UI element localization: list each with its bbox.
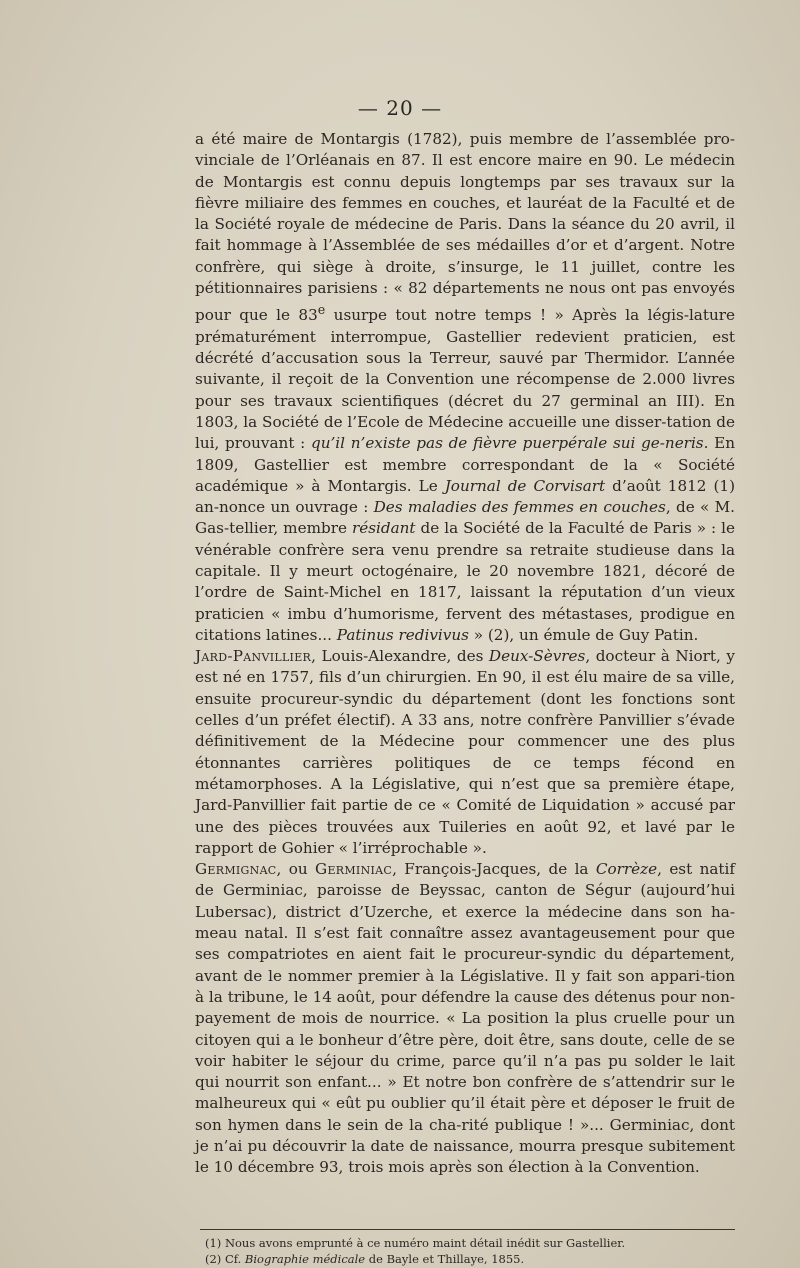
italic-text: Des maladies des femmes en couches bbox=[373, 498, 666, 517]
italic-text: Biographie médicale bbox=[244, 1251, 366, 1266]
text-run: a été maire de Montargis (1782), puis membre de l’assemblée pro-vinciale de l’Orléanais en 87. Il est encore maire en 90. Le médecin de Montargis est connu depuis longtemps par ses travaux sur la fièvre miliaire des femmes en couches, et lauréat de la Faculté et de la Société royale de médecine de Paris. Dans la séance du 20 avril, il fait hommage à l’Assemblée de ses médailles d’or et d’argent. Notre confrère, qui siège à droite, s’insurge, le 11 juillet, contre les pétitionnaires parisiens : « 82 départements ne nous ont pas envoyés pour que le 83 bbox=[195, 130, 735, 325]
footnote-2 bbox=[205, 1252, 725, 1268]
paragraph-gastellier bbox=[195, 129, 735, 646]
italic-text: qu’il n’existe pas de fièvre puerpérale sui ge-neris bbox=[310, 434, 704, 453]
name-heading: Germignac bbox=[195, 860, 277, 879]
footnote-1 bbox=[205, 1236, 725, 1252]
text-run: , François-Jacques, de la bbox=[392, 860, 596, 879]
text-run: . En 1809, Gastellier est membre correspondant de la « Société académique » à Montargis. Le bbox=[195, 434, 735, 495]
text-run: d’août 1812 (1) an-nonce un ouvrage : bbox=[195, 476, 735, 517]
text-run: , de « M. Gas-tellier, membre bbox=[195, 498, 735, 538]
text-run: (2) Cf. bbox=[205, 1251, 245, 1266]
text-run: de la Société de la Faculté de Paris » : le vénérable confrère sera venu prendre sa retraite studieuse dans la capitale. Il y meurt octogénaire, le 20 novembre 1821, décoré de l’ordre de Saint-Michel en 1817, laissant la réputation d’un vieux praticien « imbu d’humorisme, fervent des métastases, prodigue en citations latines... bbox=[195, 519, 735, 644]
italic-text: résidant bbox=[351, 519, 416, 538]
text-run: , Louis-Alexandre, des bbox=[311, 647, 489, 666]
footnote-divider bbox=[200, 1229, 735, 1230]
superscript: e bbox=[317, 302, 326, 318]
text-run: usurpe tout notre temps ! » Après la légis-lature prématurément interrompue, Gastellier redevient praticien, est décrété d’accusation sous la Terreur, sauvé par Thermidor. L’année suivante, il reçoit de la Convention une récompense de 2.000 livres pour ses travaux scientifiques (décret du 27 germinal an III). En 1803, la Société de l’Ecole de Médecine accueille une disser-tation de lui, prouvant : bbox=[195, 306, 735, 453]
paragraph-jard-panvillier bbox=[195, 646, 735, 859]
paragraph-germignac bbox=[195, 859, 735, 1178]
text-run: » (2), un émule de Guy Patin. bbox=[468, 625, 699, 644]
text-run: , est natif de Germiniac, paroisse de Beyssac, canton de Ségur (aujourd’hui Lubersac), district d’Uzerche, et exerce la médecine dans son ha-meau natal. Il s’est fait connaître assez avantageusement pour que ses compatriotes en aient fait le procureur-syndic du département, avant de le nommer premier à la Législative. Il y fait son appari-tion à la tribune, le 14 août, pour défendre la cause des détenus pour non-payement de mois de nourrice. « La position la plus cruelle pour un citoyen qui a le bonheur d’être père, doit être, sans doute, celle de se voir habiter le séjour du crime, parce qu’il n’a pas pu solder le lait qui nourrit son enfant... » Et notre bon confrère de s’attendrir sur le malheureux qui « eût pu oublier qu’il était père et déposer le fruit de son hymen dans le sein de la cha-rité publique ! »... Germiniac, dont je n’ai pu découvrir la date de naissance, mourra presque subitement le 10 décembre 93, trois mois après son élection à la Convention. bbox=[195, 860, 735, 1177]
italic-text: Patinus redivivus bbox=[336, 625, 469, 644]
footnotes bbox=[205, 1236, 725, 1267]
text-run: de Bayle et Thillaye, 1855. bbox=[365, 1251, 525, 1266]
italic-text: Corrèze bbox=[595, 860, 658, 879]
text-run: , ou bbox=[276, 860, 316, 879]
name-heading: Germiniac bbox=[315, 860, 393, 879]
page-number: — 20 — bbox=[357, 96, 443, 120]
body-text bbox=[195, 129, 735, 1179]
italic-text: Journal de Corvisart bbox=[444, 476, 606, 495]
text-run: (1) Nous avons emprunté à ce numéro maint détail inédit sur Gastellier. bbox=[205, 1236, 626, 1250]
text-run: , docteur à Niort, y est né en 1757, fils d’un chirurgien. En 90, il est élu maire de sa ville, ensuite procureur-syndic du département (dont les fonctions sont celles d’un préfet électif). A 33 ans, notre confrère Panvillier s’évade définitivement de la Médecine pour commencer une des plus étonnantes carrières politiques de ce temps fécond en métamorphoses. A la Législative, qui n’est que sa première étape, Jard-Panvillier fait partie de ce « Comité de Liquidation » accusé par une des pièces trouvées aux Tuileries en août 92, et lavé par le rapport de Gohier « l’irréprochable ». bbox=[195, 647, 735, 857]
italic-text: Deux-Sèvres bbox=[488, 647, 586, 666]
name-heading: Jard-Panvillier bbox=[195, 647, 312, 666]
